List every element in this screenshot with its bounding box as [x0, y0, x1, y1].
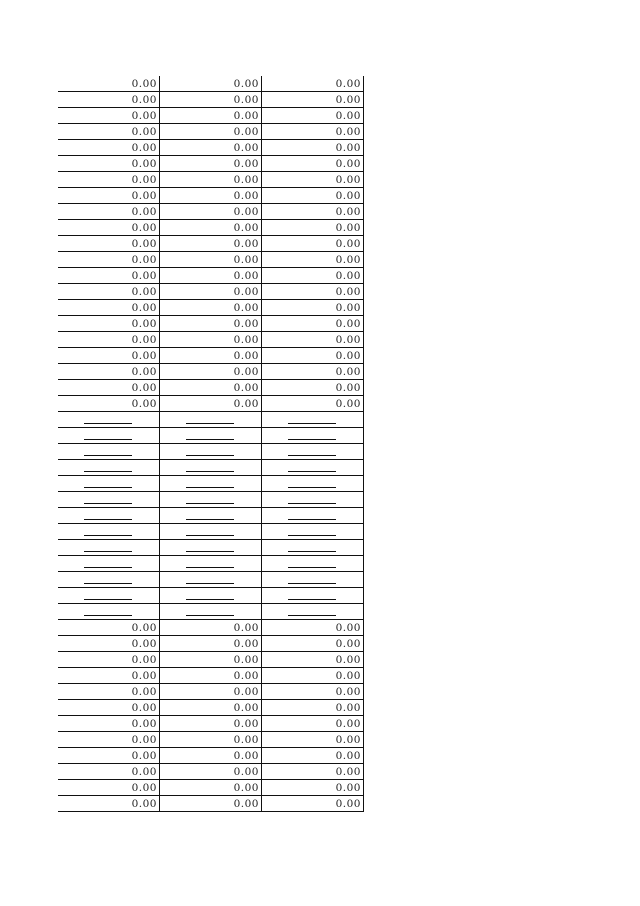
table-row [58, 716, 364, 732]
table-cell: 0.00 [262, 780, 364, 796]
table-cell: 0.00 [262, 764, 364, 780]
table-row [58, 764, 364, 780]
table-cell: 0.00 [262, 316, 364, 332]
table-row [58, 396, 364, 412]
table-cell: 0.00 [160, 764, 262, 780]
blank-underline [288, 535, 336, 536]
table-row [58, 172, 364, 188]
table-cell: 0.00 [160, 140, 262, 156]
table-cell: 0.00 [58, 652, 160, 668]
blank-cell [160, 588, 262, 604]
blank-underline [288, 487, 336, 488]
table-cell: 0.00 [160, 204, 262, 220]
blank-underline [288, 567, 336, 568]
table-cell: 0.00 [58, 236, 160, 252]
table-row [58, 284, 364, 300]
blank-cell [58, 524, 160, 540]
table-cell: 0.00 [262, 268, 364, 284]
blank-cell [58, 588, 160, 604]
blank-underline [288, 615, 336, 616]
table-cell: 0.00 [262, 108, 364, 124]
table-cell: 0.00 [160, 700, 262, 716]
blank-row [58, 556, 364, 572]
table-row [58, 268, 364, 284]
blank-underline [288, 423, 336, 424]
blank-underline [288, 599, 336, 600]
blank-cell [262, 444, 364, 460]
blank-underline [186, 455, 234, 456]
table-cell: 0.00 [160, 364, 262, 380]
blank-row [58, 492, 364, 508]
table-row [58, 668, 364, 684]
blank-row [58, 412, 364, 428]
table-cell: 0.00 [58, 284, 160, 300]
table-cell: 0.00 [262, 668, 364, 684]
table-cell: 0.00 [160, 716, 262, 732]
table-cell: 0.00 [58, 300, 160, 316]
table-cell: 0.00 [262, 684, 364, 700]
blank-underline [186, 519, 234, 520]
table-cell: 0.00 [160, 780, 262, 796]
blank-cell [262, 572, 364, 588]
blank-cell [58, 572, 160, 588]
blank-cell [262, 476, 364, 492]
table-cell: 0.00 [58, 172, 160, 188]
table-cell: 0.00 [58, 348, 160, 364]
blank-cell [262, 604, 364, 620]
table-row [58, 300, 364, 316]
table-cell: 0.00 [262, 636, 364, 652]
blank-cell [58, 428, 160, 444]
blank-cell [58, 460, 160, 476]
blank-cell [58, 556, 160, 572]
blank-cell [262, 508, 364, 524]
blank-row [58, 460, 364, 476]
blank-cell [160, 556, 262, 572]
blank-cell [262, 492, 364, 508]
blank-underline [186, 615, 234, 616]
blank-cell [160, 444, 262, 460]
table-cell: 0.00 [262, 716, 364, 732]
table-cell: 0.00 [58, 364, 160, 380]
table-cell: 0.00 [262, 204, 364, 220]
table-cell: 0.00 [58, 140, 160, 156]
table-row [58, 620, 364, 636]
table-cell: 0.00 [160, 348, 262, 364]
table-cell: 0.00 [262, 252, 364, 268]
blank-underline [84, 439, 132, 440]
table-cell: 0.00 [160, 300, 262, 316]
blank-cell [160, 492, 262, 508]
table-cell: 0.00 [58, 92, 160, 108]
blank-underline [186, 583, 234, 584]
table-cell: 0.00 [58, 716, 160, 732]
table-row [58, 76, 364, 92]
table-cell: 0.00 [58, 76, 160, 92]
table-cell: 0.00 [160, 620, 262, 636]
blank-underline [186, 423, 234, 424]
table-row [58, 700, 364, 716]
table-row [58, 156, 364, 172]
table-row [58, 316, 364, 332]
blank-cell [160, 412, 262, 428]
table-cell: 0.00 [160, 156, 262, 172]
blank-cell [262, 412, 364, 428]
table-cell: 0.00 [160, 652, 262, 668]
blank-underline [84, 471, 132, 472]
table-cell: 0.00 [58, 780, 160, 796]
table-cell: 0.00 [262, 172, 364, 188]
blank-cell [58, 508, 160, 524]
table-row [58, 748, 364, 764]
table-row [58, 124, 364, 140]
table-cell: 0.00 [262, 156, 364, 172]
blank-cell [262, 556, 364, 572]
blank-cell [58, 540, 160, 556]
blank-cell [160, 524, 262, 540]
blank-underline [186, 551, 234, 552]
table-cell: 0.00 [160, 92, 262, 108]
spreadsheet-table [58, 76, 364, 812]
blank-underline [84, 551, 132, 552]
table-cell: 0.00 [58, 188, 160, 204]
table-cell: 0.00 [58, 108, 160, 124]
blank-underline [84, 455, 132, 456]
blank-row [58, 444, 364, 460]
table-cell: 0.00 [58, 748, 160, 764]
table-cell: 0.00 [262, 220, 364, 236]
table-cell: 0.00 [58, 156, 160, 172]
table-cell: 0.00 [262, 620, 364, 636]
table-row [58, 684, 364, 700]
table-cell: 0.00 [262, 732, 364, 748]
blank-cell [262, 428, 364, 444]
table-cell: 0.00 [160, 732, 262, 748]
table-row [58, 236, 364, 252]
blank-row [58, 604, 364, 620]
table-cell: 0.00 [160, 748, 262, 764]
blank-underline [186, 567, 234, 568]
blank-cell [160, 604, 262, 620]
blank-cell [160, 540, 262, 556]
table-cell: 0.00 [262, 76, 364, 92]
blank-underline [84, 599, 132, 600]
blank-underline [288, 471, 336, 472]
blank-cell [58, 604, 160, 620]
table-row [58, 636, 364, 652]
table-row [58, 652, 364, 668]
table-cell: 0.00 [160, 796, 262, 812]
blank-cell [160, 428, 262, 444]
table-cell: 0.00 [160, 108, 262, 124]
blank-underline [288, 551, 336, 552]
table-cell: 0.00 [58, 268, 160, 284]
blank-row [58, 508, 364, 524]
blank-cell [160, 460, 262, 476]
table-row [58, 188, 364, 204]
blank-row [58, 588, 364, 604]
blank-underline [84, 519, 132, 520]
blank-underline [186, 439, 234, 440]
table-cell: 0.00 [58, 332, 160, 348]
table-cell: 0.00 [262, 380, 364, 396]
table-row [58, 364, 364, 380]
table-cell: 0.00 [58, 316, 160, 332]
blank-underline [288, 583, 336, 584]
blank-cell [58, 476, 160, 492]
table-cell: 0.00 [160, 188, 262, 204]
table-cell: 0.00 [262, 92, 364, 108]
blank-underline [288, 439, 336, 440]
table-cell: 0.00 [160, 396, 262, 412]
table-cell: 0.00 [58, 668, 160, 684]
table-row [58, 780, 364, 796]
blank-underline [84, 583, 132, 584]
blank-row [58, 476, 364, 492]
blank-cell [58, 444, 160, 460]
table-cell: 0.00 [58, 124, 160, 140]
table-cell: 0.00 [262, 748, 364, 764]
table-cell: 0.00 [160, 252, 262, 268]
blank-underline [186, 487, 234, 488]
blank-row [58, 524, 364, 540]
table-cell: 0.00 [160, 284, 262, 300]
table-cell: 0.00 [262, 700, 364, 716]
table-cell: 0.00 [58, 700, 160, 716]
blank-cell [262, 524, 364, 540]
table-cell: 0.00 [262, 364, 364, 380]
blank-underline [84, 503, 132, 504]
blank-underline [288, 455, 336, 456]
blank-underline [186, 535, 234, 536]
blank-underline [288, 503, 336, 504]
blank-underline [288, 519, 336, 520]
blank-cell [262, 460, 364, 476]
table-cell: 0.00 [160, 684, 262, 700]
table-cell: 0.00 [58, 764, 160, 780]
table-cell: 0.00 [160, 668, 262, 684]
table-cell: 0.00 [160, 316, 262, 332]
table-row [58, 732, 364, 748]
table-row [58, 204, 364, 220]
blank-underline [84, 535, 132, 536]
blank-cell [58, 412, 160, 428]
blank-row [58, 428, 364, 444]
table-cell: 0.00 [262, 652, 364, 668]
table-cell: 0.00 [160, 76, 262, 92]
blank-underline [84, 423, 132, 424]
table-cell: 0.00 [262, 236, 364, 252]
table-cell: 0.00 [262, 796, 364, 812]
blank-underline [84, 487, 132, 488]
table-row [58, 796, 364, 812]
table-row [58, 140, 364, 156]
blank-cell [262, 588, 364, 604]
blank-cell [160, 476, 262, 492]
table-cell: 0.00 [262, 284, 364, 300]
table-cell: 0.00 [58, 380, 160, 396]
table-cell: 0.00 [58, 636, 160, 652]
table-cell: 0.00 [160, 124, 262, 140]
table-row [58, 108, 364, 124]
table-cell: 0.00 [160, 172, 262, 188]
table-row [58, 252, 364, 268]
table-cell: 0.00 [262, 124, 364, 140]
blank-underline [186, 503, 234, 504]
table-cell: 0.00 [262, 188, 364, 204]
blank-row [58, 540, 364, 556]
blank-underline [186, 599, 234, 600]
blank-underline [84, 615, 132, 616]
table-cell: 0.00 [262, 300, 364, 316]
blank-cell [262, 540, 364, 556]
blank-cell [58, 492, 160, 508]
table-cell: 0.00 [160, 220, 262, 236]
table-cell: 0.00 [262, 332, 364, 348]
table-row [58, 332, 364, 348]
table-row [58, 380, 364, 396]
table-cell: 0.00 [58, 684, 160, 700]
table-row [58, 92, 364, 108]
table-cell: 0.00 [58, 220, 160, 236]
blank-underline [84, 567, 132, 568]
table-cell: 0.00 [160, 268, 262, 284]
table-cell: 0.00 [262, 140, 364, 156]
table-cell: 0.00 [58, 204, 160, 220]
table-cell: 0.00 [262, 348, 364, 364]
table-cell: 0.00 [58, 796, 160, 812]
blank-cell [160, 572, 262, 588]
table-cell: 0.00 [58, 620, 160, 636]
table-cell: 0.00 [58, 252, 160, 268]
table-cell: 0.00 [160, 636, 262, 652]
table-cell: 0.00 [160, 380, 262, 396]
table-cell: 0.00 [262, 396, 364, 412]
table-row [58, 220, 364, 236]
blank-cell [160, 508, 262, 524]
table-cell: 0.00 [160, 332, 262, 348]
table-row [58, 348, 364, 364]
blank-row [58, 572, 364, 588]
blank-underline [186, 471, 234, 472]
table-cell: 0.00 [58, 732, 160, 748]
table-cell: 0.00 [160, 236, 262, 252]
table-cell: 0.00 [58, 396, 160, 412]
